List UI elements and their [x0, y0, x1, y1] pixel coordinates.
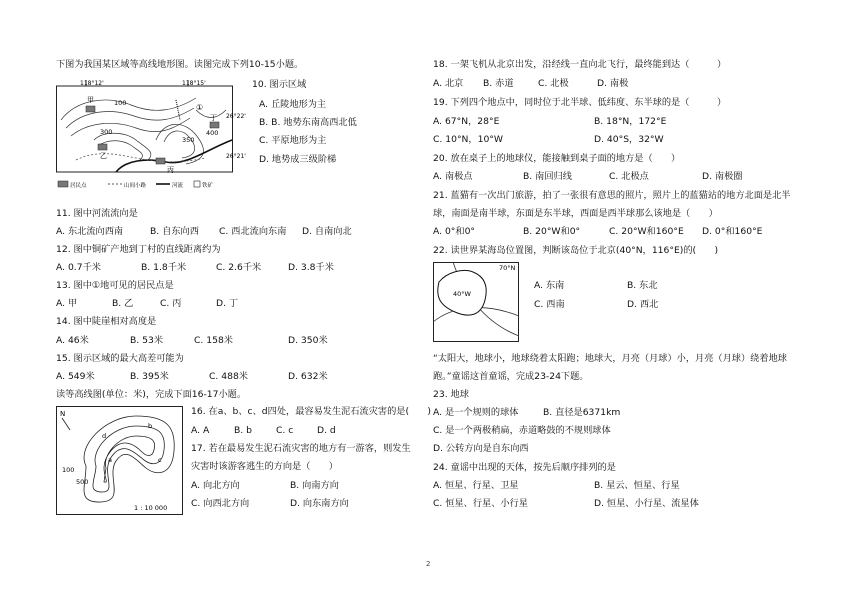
place-jia: 甲	[87, 96, 94, 104]
q14-option-b[interactable]: B. 53米	[130, 335, 164, 346]
lon-label-1: 118°12'	[80, 80, 104, 87]
q16-stem: 16. 在a、b、c、d四处，最容易发生泥石流灾害的是( )	[191, 406, 431, 417]
q15-stem: 15. 图示区域的最大高差可能为	[56, 353, 184, 364]
contour-500: 500	[76, 478, 89, 486]
settlement-bing	[156, 158, 165, 164]
lat-label-2: 26°21'	[226, 153, 246, 160]
q12-option-a[interactable]: A. 0.7千米	[56, 262, 101, 273]
label-40w: 40°W	[453, 290, 471, 298]
q20-option-c[interactable]: C. 北极点	[609, 171, 649, 182]
q10-option-d[interactable]: D. 地势成三级阶梯	[259, 154, 337, 165]
q13-option-b[interactable]: B. 乙	[112, 298, 134, 309]
q13-option-a[interactable]: A. 甲	[56, 298, 78, 309]
contour-label-300: 300	[100, 128, 113, 136]
q16-option-c[interactable]: C. c	[276, 425, 294, 436]
q17-stem-2: 灾害时该游客逃生的方向是（ ）	[191, 461, 338, 472]
river	[116, 140, 232, 172]
q11-stem: 11. 图中河流流向是	[56, 208, 138, 219]
q17-option-b[interactable]: B. 向南方向	[290, 480, 339, 491]
contour-map-1	[56, 80, 246, 194]
label-a: a	[108, 456, 112, 464]
q19-stem: 19. 下列四个地点中，同时位于北半球、低纬度、东半球的是（ ）	[433, 97, 727, 108]
q13-option-c[interactable]: C. 丙	[160, 298, 182, 309]
q24-option-a[interactable]: A. 恒星、行星、卫星	[433, 480, 519, 491]
q15-option-a[interactable]: A. 549米	[56, 371, 95, 382]
q24-stem: 24. 童谣中出现的天体，按先后顺序排列的是	[433, 462, 616, 473]
q23-stem: 23. 地球	[433, 389, 469, 400]
q23-option-b[interactable]: B. 直径是6371km	[543, 407, 621, 418]
q13-stem: 13. 图中①地可见的居民点是	[56, 280, 174, 291]
intro-16-17: 读等高线图(单位：米)，完成下面16-17小题。	[56, 389, 247, 400]
q24-option-c[interactable]: C. 恒星、行星、小行星	[433, 498, 528, 509]
q18-option-d[interactable]: D. 南极	[597, 78, 629, 89]
page-number: 2	[426, 560, 431, 568]
contour-map-2	[56, 406, 186, 516]
contour-label-100: 100	[114, 99, 127, 107]
q17-option-a[interactable]: A. 向北方向	[191, 480, 240, 491]
q21-option-b[interactable]: B. 20°W和0°	[523, 226, 581, 237]
q21-option-a[interactable]: A. 0°和0°	[433, 226, 476, 237]
q23-option-c[interactable]: C. 是一个两极稍扁，赤道略鼓的不规则球体	[433, 425, 611, 436]
q14-option-c[interactable]: C. 158米	[194, 335, 233, 346]
q10-stem: 10. 图示区域	[252, 79, 307, 90]
contour-100: 100	[62, 466, 75, 474]
place-bing: 丙	[167, 166, 174, 174]
q11-option-b[interactable]: B. 自东向西	[150, 226, 199, 237]
q18-stem: 18. 一架飞机从北京出发，沿经线一直向北飞行，最终能到达（ ）	[433, 59, 727, 70]
q10-option-a[interactable]: A. 丘陵地形为主	[259, 99, 327, 110]
label-d: d	[102, 432, 107, 440]
lon-label-2: 118°15'	[182, 80, 206, 87]
place-yi: 乙	[100, 152, 107, 160]
place-ding: 丁	[210, 114, 217, 122]
contour-label-400: 400	[206, 129, 219, 137]
settlement-ding	[210, 122, 219, 128]
q20-stem: 20. 放在桌子上的地球仪，能接触到桌子面的地方是（ ）	[433, 153, 681, 164]
q18-option-a[interactable]: A. 北京	[433, 78, 464, 89]
q19-option-a[interactable]: A. 67°N，28°E	[433, 116, 500, 127]
q16-option-b[interactable]: B. b	[234, 425, 252, 436]
q23-option-d[interactable]: D. 公转方向是自东向西	[433, 443, 529, 454]
q24-option-b[interactable]: B. 星云、恒星、行星	[594, 480, 680, 491]
label-c: c	[158, 456, 162, 464]
q12-option-d[interactable]: D. 3.8千米	[288, 262, 334, 273]
q11-option-a[interactable]: A. 东北流向西南	[56, 226, 124, 237]
q19-option-b[interactable]: B. 18°N，172°E	[594, 116, 667, 127]
settlement-yi	[98, 144, 107, 150]
q11-option-d[interactable]: D. 自南向北	[302, 226, 352, 237]
q11-option-c[interactable]: C. 西北流向东南	[219, 226, 287, 237]
q22-option-b[interactable]: B. 东北	[627, 280, 658, 291]
q10-option-b[interactable]: B. B. 地势东南高西北低	[259, 117, 357, 128]
q17-stem-1: 17. 若在最易发生泥石流灾害的地方有一游客，则发生	[191, 443, 411, 454]
legend-iron-mine: 铁矿	[202, 183, 214, 189]
q20-option-b[interactable]: B. 南回归线	[523, 171, 572, 182]
q22-option-c[interactable]: C. 西南	[534, 299, 565, 310]
label-b: b	[148, 422, 153, 430]
q21-option-c[interactable]: C. 20°W和160°E	[609, 226, 684, 237]
legend-river: 河流	[172, 183, 184, 189]
settlement-jia	[86, 106, 95, 112]
q13-option-d[interactable]: D. 丁	[216, 298, 239, 309]
contour-label-350: 350	[182, 136, 195, 144]
lat-label-1: 26°22'	[226, 113, 246, 120]
q21-stem-1: 21. 蓝猫有一次出门旅游，拍了一张很有意思的照片，照片上的蓝猫站的地方北面是北半	[433, 190, 791, 201]
q20-option-a[interactable]: A. 南极点	[433, 171, 473, 182]
q12-option-b[interactable]: B. 1.8千米	[141, 262, 187, 273]
q18-option-c[interactable]: C. 北极	[538, 78, 569, 89]
q17-option-c[interactable]: C. 向西北方向	[191, 498, 250, 509]
q14-option-a[interactable]: A. 46米	[56, 335, 89, 346]
q12-stem: 12. 图中铜矿产地到丁村的直线距离约为	[56, 244, 221, 255]
q12-option-c[interactable]: C. 2.6千米	[216, 262, 262, 273]
q16-option-d[interactable]: D. d	[317, 425, 336, 436]
q21-option-d[interactable]: D. 0°和160°E	[702, 226, 763, 237]
q19-option-d[interactable]: D. 40°S，32°W	[594, 134, 664, 145]
legend-settlement: 居民点	[70, 183, 87, 189]
q15-option-c[interactable]: C. 488米	[209, 371, 248, 382]
rhyme-line-2: 跑。”童谣这首童谣，完成23-24下题。	[433, 371, 589, 382]
q16-option-a[interactable]: A. A	[191, 425, 210, 436]
q14-option-d[interactable]: D. 350米	[288, 335, 328, 346]
q18-option-b[interactable]: B. 赤道	[483, 78, 514, 89]
legend-trail: 山间小路	[124, 183, 147, 189]
label-70n: 70°N	[499, 264, 516, 272]
q19-option-c[interactable]: C. 10°N，10°W	[433, 134, 503, 145]
q10-option-c[interactable]: C. 平原地形为主	[259, 135, 327, 146]
q21-stem-2: 球，南面是南半球，东面是东半球，西面是西半球那么该地是（ ）	[433, 208, 718, 219]
scale-label: 1 : 10 000	[134, 504, 168, 512]
q22-option-d[interactable]: D. 西北	[627, 299, 659, 310]
q17-option-d[interactable]: D. 向东南方向	[290, 498, 349, 509]
q24-option-d[interactable]: D. 恒星、小行星、流星体	[594, 498, 699, 509]
intro-10-15: 下图为我国某区域等高线地形图。读图完成下列10-15小题。	[56, 59, 304, 70]
q15-option-d[interactable]: D. 632米	[288, 371, 328, 382]
q22-stem: 22. 读世界某海岛位置图，判断该岛位于北京(40°N，116°E)的( )	[433, 245, 719, 256]
q23-option-a[interactable]: A. 是一个规则的球体	[433, 407, 519, 418]
q14-stem: 14. 图中陡崖相对高度是	[56, 316, 157, 327]
rhyme-line-1: “太阳大，地球小，地球绕着太阳跑；地球大，月亮（月球）小，月亮（月球）绕着地球	[433, 353, 787, 364]
q20-option-d[interactable]: D. 南极圈	[702, 171, 743, 182]
north-label: N	[60, 410, 66, 418]
island-location-map	[433, 262, 519, 342]
marker-circle-1: ①	[196, 103, 204, 112]
q22-option-a[interactable]: A. 东南	[534, 280, 565, 291]
q15-option-b[interactable]: B. 395米	[130, 371, 169, 382]
